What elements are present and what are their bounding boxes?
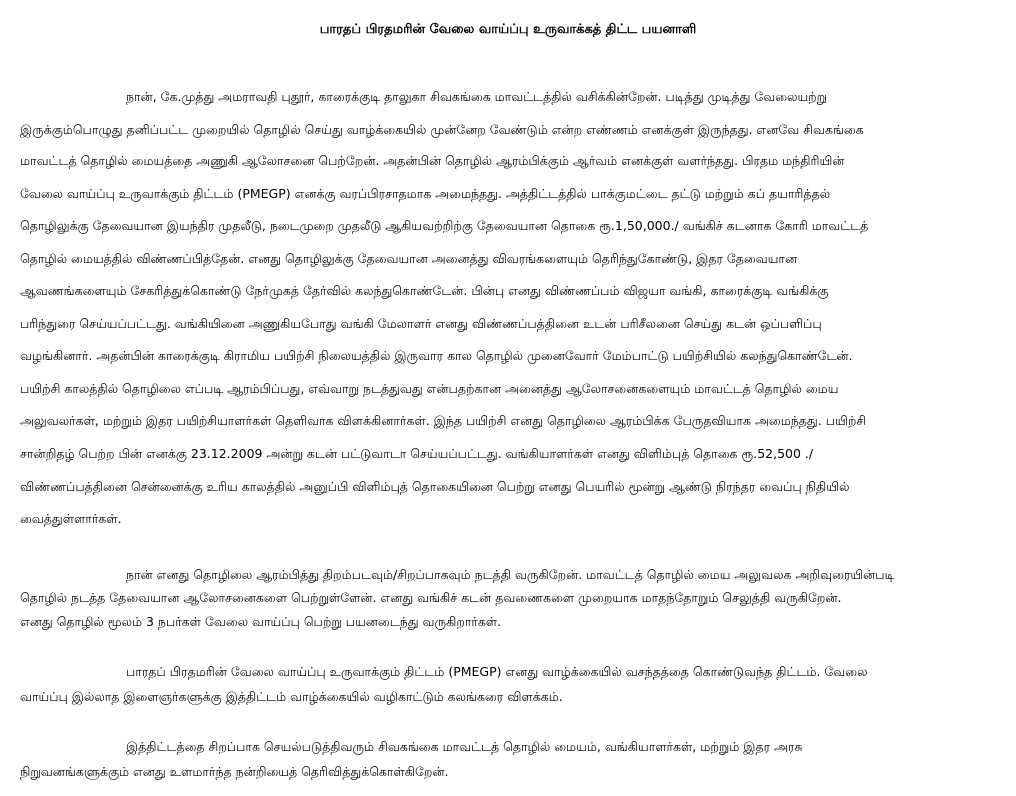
paragraph-1-line-6: தொழில் மையத்தில் விண்ணப்பித்தேன். எனது தொழிலுக்கு தேவையான அனைத்து விவரங்களையும் தெரிந்துகோண்டு, இதர தேவையான bbox=[20, 251, 798, 266]
paragraph-2-line-2: தொழில் நடத்த தேவையான ஆலோசனைகளை பெற்றுள்ளேன். எனது வங்கிச் கடன் தவணைகளை முறையாக மாதந்தோறும் செலுத்தி வருகிறேன். bbox=[20, 590, 842, 605]
paragraph-1-line-14: வைத்துள்ளார்கள். bbox=[20, 511, 122, 526]
paragraph-1-line-5: தொழிலுக்கு தேவையான இயந்திர முதலீடு, நடைமுறை முதலீடு ஆகியவற்றிற்கு தேவையான தொகை ரூ.1,50,000./ வங்கிச் கடனாக கோரி மாவட்டத் bbox=[20, 218, 869, 233]
paragraph-1-line-8: பரிந்துரை செய்யப்பட்டது. வங்கியினை அணுகியபோது வங்கி மேலாளர் எனது விண்ணப்பத்தினை உடன் பரிசீலனை செய்து கடன் ஒப்பளிப்பு bbox=[20, 316, 822, 331]
paragraph-2-line-3: எனது தொழில் மூலம் 3 நபர்கள் வேலை வாய்ப்பு பெற்று பயனடைந்து வருகிறார்கள். bbox=[20, 614, 502, 629]
paragraph-1-line-13: விண்ணப்பத்தினை சென்னைக்கு உரிய காலத்தில் அனுப்பி விளிம்புத் தொகையினை பெற்று எனது பெயரில் மூன்று ஆண்டு நிரந்தர வைப்பு நிதியில் bbox=[20, 479, 850, 494]
paragraph-1-line-2: இருக்கும்பொழுது தனிப்பட்ட முறையில் தொழில் செய்து வாழ்க்கையில் முன்னேற வேண்டும் என்ற எண்ணம் எனக்குள் இருந்தது. எனவே சிவகங்கை bbox=[20, 122, 864, 137]
paragraph-3-line-1: பாரதப் பிரதமரின் வேலை வாய்ப்பு உருவாக்கும் திட்டம் (PMEGP) எனது வாழ்க்கையில் வசந்தத்தை கொண்டுவந்த திட்டம். வேலை bbox=[126, 664, 868, 679]
paragraph-1-line-4: வேலை வாய்ப்பு உருவாக்கும் திட்டம் (PMEGP) எனக்கு வரப்பிரசாதமாக அமைந்தது. அத்திட்டத்தில் பாக்குமட்டை தட்டு மற்றும் கப் தயாரித்தல் bbox=[20, 186, 831, 201]
paragraph-4-line-2: நிறுவனங்களுக்கும் எனது உளமார்ந்த நன்றியைத் தெரிவித்துக்கொள்கிறேன். bbox=[20, 764, 449, 779]
paragraph-1-line-10: பயிற்சி காலத்தில் தொழிலை எப்படி ஆரம்பிப்பது, எவ்வாறு நடத்துவது என்பதற்கான அனைத்து ஆலோசனைகளையும் மாவட்டத் தொழில் மைய bbox=[20, 381, 839, 396]
paragraph-1-line-12: சான்றிதழ் பெற்ற பின் எனக்கு 23.12.2009 அன்று கடன் பட்டுவாடா செய்யப்பட்டது. வங்கியாளர்கள் எனது விளிம்புத் தொகை ரூ.52,500 ./ bbox=[20, 446, 814, 461]
paragraph-1-line-1: நான், கே.முத்து அமராவதி புதூர், காரைக்குடி தாலுகா சிவகங்கை மாவட்டத்தில் வசிக்கின்றேன். படித்து முடித்து வேலையற்று bbox=[126, 89, 828, 104]
paragraph-1-line-9: வழங்கினார். அதன்பின் காரைக்குடி கிராமிய பயிற்சி நிலையத்தில் இருவார கால தொழில் முனைவோர் மேம்பாட்டு பயிற்சியில் கலந்துகொண்டேன். bbox=[20, 348, 853, 363]
paragraph-1-line-11: அலுவலர்கள், மற்றும் இதர பயிற்சியாளர்கள் தெளிவாக விளக்கினார்கள். இந்த பயிற்சி எனது தொழிலை ஆரம்பிக்க பேருதவியாக அமைந்தது. பயிற்சி bbox=[20, 413, 867, 428]
paragraph-3-line-2: வாய்ப்பு இல்லாத இளைஞர்களுக்கு இத்திட்டம் வாழ்க்கையில் வழிகாட்டும் கலங்கரை விளக்கம். bbox=[20, 689, 563, 704]
paragraph-4-line-1: இத்திட்டத்தை சிறப்பாக செயல்படுத்திவரும் சிவகங்கை மாவட்டத் தொழில் மையம், வங்கியாளர்கள், மற்றும் இதர அரசு bbox=[126, 739, 803, 754]
paragraph-1-line-7: ஆவணங்களையும் சேகரித்துக்கொண்டு நேர்முகத் தேர்வில் கலந்துகொண்டேன். பின்பு எனது விண்ணப்பம் விஜயா வங்கி, காரைக்குடி வங்கிக்கு bbox=[20, 283, 829, 298]
document-title: பாரதப் பிரதமரின் வேலை வாய்ப்பு உருவாக்கத் திட்ட பயனாளி bbox=[319, 22, 697, 37]
paragraph-2-line-1: நான் எனது தொழிலை ஆரம்பித்து திறம்படவும்/சிறப்பாகவும் நடத்தி வருகிறேன். மாவட்டத் தொழில் மைய அலுவலக அறிவுரையின்படி bbox=[126, 567, 895, 582]
paragraph-1-line-3: மாவட்டத் தொழில் மையத்தை அணுகி ஆலோசனை பெற்றேன். அதன்பின் தொழில் ஆரம்பிக்கும் ஆர்வம் எனக்குள் வளர்ந்தது. பிரதம மந்திரியின் bbox=[20, 153, 845, 168]
